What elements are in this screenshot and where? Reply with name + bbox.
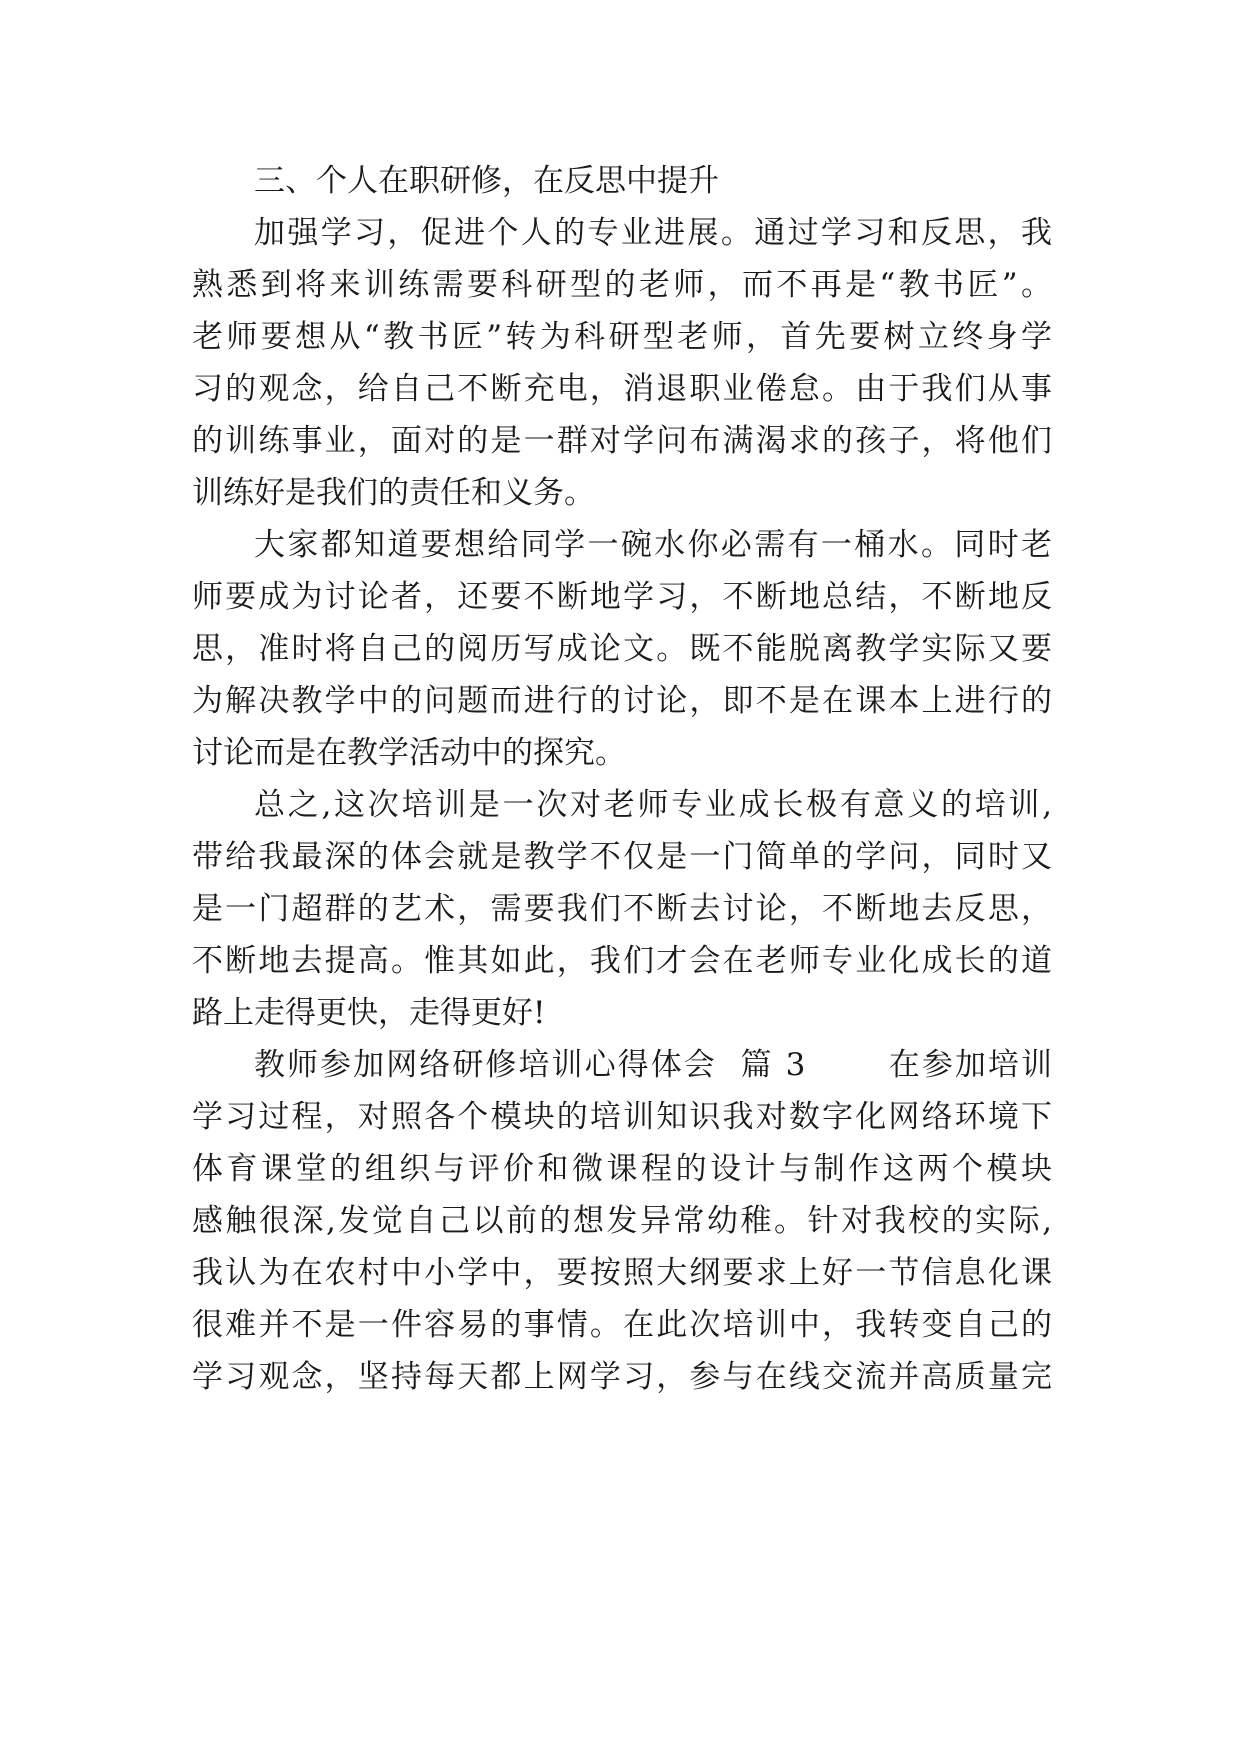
paragraph-line: 训练好是我们的责任和义务。 [192, 475, 595, 511]
paragraph-line: 习的观念，给自己不断充电，消退职业倦怠。由于我们从事 [192, 371, 1052, 407]
paragraph-line: 体育课堂的组织与评价和微课程的设计与制作这两个模块 [192, 1151, 1052, 1187]
paragraph-line: 的训练事业，面对的是一群对学问布满渴求的孩子，将他们 [192, 423, 1052, 459]
paragraph-line: 加强学习，促进个人的专业进展。通过学习和反思，我 [254, 215, 1052, 251]
paragraph-line: 老师要想从“教书匠”转为科研型老师，首先要树立终身学 [192, 319, 1052, 355]
paragraph-line: 路上走得更快，走得更好! [192, 995, 546, 1031]
paragraph-line: 思，准时将自己的阅历写成论文。既不能脱离教学实际又要 [192, 631, 1052, 667]
paragraph-line: 熟悉到将来训练需要科研型的老师，而不再是“教书匠”。 [192, 267, 1052, 303]
paragraph-line: 不断地去提高。惟其如此，我们才会在老师专业化成长的道 [192, 943, 1052, 979]
body-text [192, 155, 1052, 1403]
section-heading: 三、个人在职研修，在反思中提升 [254, 163, 719, 199]
paragraph-line: 讨论而是在教学活动中的探究。 [192, 735, 626, 771]
paragraph-line: 总之,这次培训是一次对老师专业成长极有意义的培训, [254, 787, 1052, 823]
article-title-line: 教师参加网络研修培训心得体会 篇 3 在参加培训 [254, 1047, 1052, 1083]
paragraph-line: 感触很深,发觉自己以前的想发异常幼稚。针对我校的实际, [192, 1203, 1052, 1239]
paragraph-line: 学习观念，坚持每天都上网学习，参与在线交流并高质量完 [192, 1359, 1052, 1395]
paragraph-line: 为解决教学中的问题而进行的讨论，即不是在课本上进行的 [192, 683, 1052, 719]
paragraph-line: 带给我最深的体会就是教学不仅是一门简单的学问，同时又 [192, 839, 1052, 875]
paragraph-line: 师要成为讨论者，还要不断地学习，不断地总结，不断地反 [192, 579, 1052, 615]
paragraph-line: 我认为在农村中小学中，要按照大纲要求上好一节信息化课 [192, 1255, 1052, 1291]
paragraph-line: 是一门超群的艺术，需要我们不断去讨论，不断地去反思， [192, 891, 1052, 927]
paragraph-line: 大家都知道要想给同学一碗水你必需有一桶水。同时老 [254, 527, 1052, 563]
paragraph-line: 很难并不是一件容易的事情。在此次培训中，我转变自己的 [192, 1307, 1052, 1343]
paragraph-line: 学习过程，对照各个模块的培训知识我对数字化网络环境下 [192, 1099, 1052, 1135]
